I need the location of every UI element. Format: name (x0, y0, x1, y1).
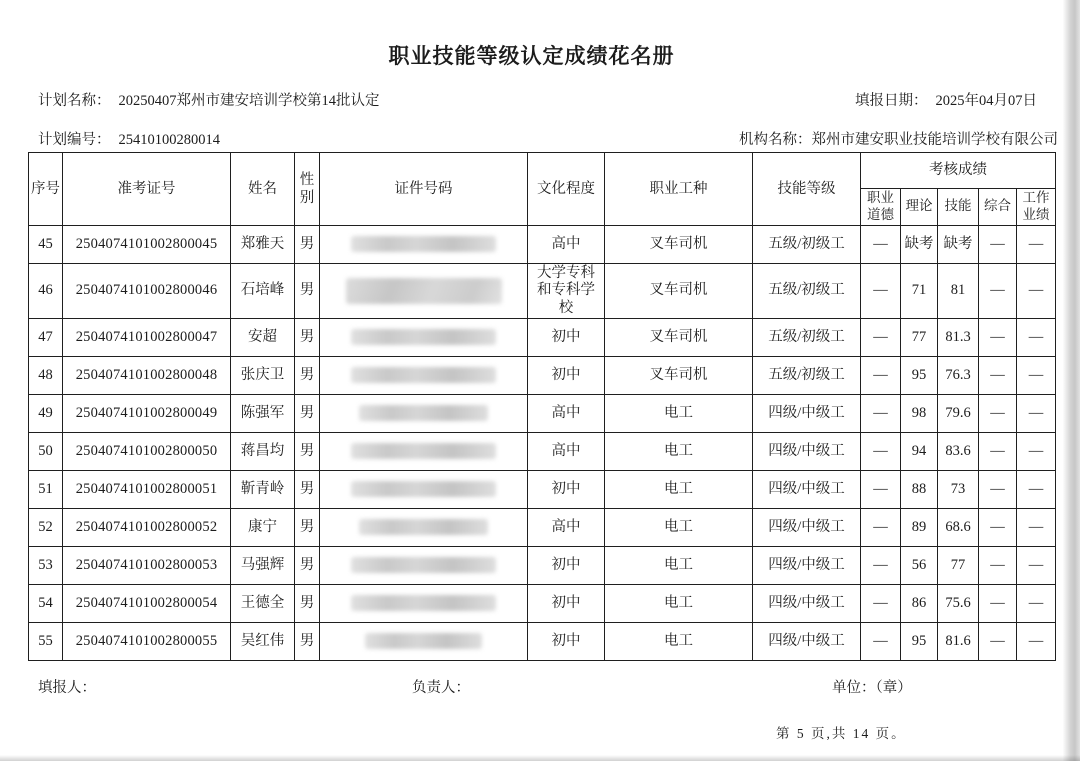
cell-ticket: 2504074101002800046 (63, 263, 231, 318)
cell-occupation: 电工 (605, 432, 753, 470)
cell-work: — (1017, 508, 1056, 546)
cell-theory: 56 (901, 546, 938, 584)
cell-idcard (320, 508, 528, 546)
col-header-work: 工作业绩 (1017, 189, 1056, 226)
redacted-id-blur (351, 481, 495, 497)
cell-theory: 89 (901, 508, 938, 546)
cell-ethics: — (861, 318, 901, 356)
cell-skill: 73 (938, 470, 979, 508)
manager-label: 负责人： (412, 680, 470, 696)
cell-theory: 71 (901, 263, 938, 318)
plan-no-value: 25410100280014 (118, 132, 220, 148)
table-row (29, 584, 1056, 622)
cell-occupation: 电工 (605, 546, 753, 584)
cell-occupation: 电工 (605, 622, 753, 660)
cell-comprehensive: — (979, 432, 1017, 470)
cell-skill: 76.3 (938, 356, 979, 394)
cell-ticket: 2504074101002800051 (63, 470, 231, 508)
table-row (29, 546, 1056, 584)
cell-skill: 77 (938, 546, 979, 584)
cell-level: 五级/初级工 (753, 263, 861, 318)
cell-comprehensive: — (979, 470, 1017, 508)
cell-occupation: 电工 (605, 584, 753, 622)
cell-level: 四级/中级工 (753, 584, 861, 622)
cell-gender: 男 (295, 584, 320, 622)
plan-name-row (38, 89, 380, 110)
cell-theory: 86 (901, 584, 938, 622)
cell-name: 郑雅天 (231, 225, 295, 263)
cell-work: — (1017, 263, 1056, 318)
cell-level: 四级/中级工 (753, 622, 861, 660)
cell-gender: 男 (295, 318, 320, 356)
cell-gender: 男 (295, 263, 320, 318)
col-header-ethics: 职业道德 (861, 189, 901, 226)
cell-ethics: — (861, 263, 901, 318)
redacted-id-blur (351, 367, 495, 383)
table-row (29, 356, 1056, 394)
cell-comprehensive: — (979, 394, 1017, 432)
cell-seq: 47 (29, 318, 63, 356)
cell-work: — (1017, 622, 1056, 660)
cell-ethics: — (861, 432, 901, 470)
plan-no-label: 计划编号： (38, 132, 111, 148)
cell-level: 五级/初级工 (753, 356, 861, 394)
cell-ethics: — (861, 622, 901, 660)
table-row (29, 225, 1056, 263)
cell-seq: 53 (29, 546, 63, 584)
cell-seq: 52 (29, 508, 63, 546)
cell-education: 高中 (528, 225, 605, 263)
cell-occupation: 电工 (605, 470, 753, 508)
cell-gender: 男 (295, 394, 320, 432)
cell-ticket: 2504074101002800047 (63, 318, 231, 356)
cell-name: 马强辉 (231, 546, 295, 584)
cell-education: 初中 (528, 584, 605, 622)
cell-gender: 男 (295, 622, 320, 660)
org-name-value: 郑州市建安职业技能培训学校有限公司 (811, 132, 1058, 148)
page-title: 职业技能等级认定成绩花名册 (388, 44, 675, 68)
cell-work: — (1017, 470, 1056, 508)
cell-work: — (1017, 394, 1056, 432)
col-header-gender: 性别 (295, 153, 320, 226)
cell-ticket: 2504074101002800052 (63, 508, 231, 546)
redacted-id-blur (351, 236, 495, 252)
cell-skill: 81 (938, 263, 979, 318)
redacted-id-blur (351, 557, 495, 573)
cell-occupation: 叉车司机 (605, 263, 753, 318)
cell-name: 靳青岭 (231, 470, 295, 508)
redacted-id-blur (351, 595, 495, 611)
page-number: 第 5 页,共 14 页。 (776, 726, 907, 741)
cell-seq: 50 (29, 432, 63, 470)
filler-label: 填报人： (38, 680, 96, 696)
cell-work: — (1017, 584, 1056, 622)
cell-level: 四级/中级工 (753, 508, 861, 546)
col-header-occupation: 职业工种 (605, 153, 753, 226)
cell-name: 石培峰 (231, 263, 295, 318)
cell-idcard (320, 318, 528, 356)
cell-idcard (320, 584, 528, 622)
table-body (29, 225, 1056, 660)
cell-ethics: — (861, 508, 901, 546)
cell-skill: 81.3 (938, 318, 979, 356)
cell-education: 初中 (528, 318, 605, 356)
col-header-education: 文化程度 (528, 153, 605, 226)
org-name-label: 机构名称： (739, 132, 812, 148)
cell-work: — (1017, 546, 1056, 584)
col-header-seq: 序号 (29, 153, 63, 226)
cell-seq: 46 (29, 263, 63, 318)
cell-education: 初中 (528, 622, 605, 660)
cell-comprehensive: — (979, 356, 1017, 394)
cell-ticket: 2504074101002800055 (63, 622, 231, 660)
cell-theory: 缺考 (901, 225, 938, 263)
cell-ticket: 2504074101002800054 (63, 584, 231, 622)
col-header-level: 技能等级 (753, 153, 861, 226)
table-row (29, 318, 1056, 356)
cell-level: 五级/初级工 (753, 225, 861, 263)
cell-education: 初中 (528, 546, 605, 584)
redacted-id-blur (365, 633, 482, 649)
table-row (29, 263, 1056, 318)
col-header-idcard: 证件号码 (320, 153, 528, 226)
col-header-comprehensive: 综合 (979, 189, 1017, 226)
cell-work: — (1017, 318, 1056, 356)
cell-occupation: 叉车司机 (605, 356, 753, 394)
cell-gender: 男 (295, 546, 320, 584)
cell-level: 五级/初级工 (753, 318, 861, 356)
col-header-name: 姓名 (231, 153, 295, 226)
cell-comprehensive: — (979, 508, 1017, 546)
cell-idcard (320, 263, 528, 318)
cell-skill: 81.6 (938, 622, 979, 660)
cell-theory: 88 (901, 470, 938, 508)
cell-seq: 48 (29, 356, 63, 394)
cell-idcard (320, 225, 528, 263)
cell-idcard (320, 470, 528, 508)
cell-name: 王德全 (231, 584, 295, 622)
cell-gender: 男 (295, 508, 320, 546)
cell-name: 张庆卫 (231, 356, 295, 394)
cell-education: 初中 (528, 470, 605, 508)
cell-ethics: — (861, 470, 901, 508)
cell-work: — (1017, 225, 1056, 263)
cell-skill: 75.6 (938, 584, 979, 622)
cell-gender: 男 (295, 470, 320, 508)
table-row (29, 432, 1056, 470)
cell-comprehensive: — (979, 263, 1017, 318)
cell-idcard (320, 432, 528, 470)
cell-idcard (320, 356, 528, 394)
cell-skill: 68.6 (938, 508, 979, 546)
table-row (29, 508, 1056, 546)
cell-comprehensive: — (979, 318, 1017, 356)
cell-ticket: 2504074101002800045 (63, 225, 231, 263)
cell-seq: 49 (29, 394, 63, 432)
redacted-id-blur (359, 519, 488, 535)
cell-skill: 83.6 (938, 432, 979, 470)
redacted-id-blur (351, 329, 495, 345)
cell-occupation: 电工 (605, 508, 753, 546)
cell-level: 四级/中级工 (753, 546, 861, 584)
report-date-label: 填报日期： (855, 93, 928, 109)
cell-name: 吴红伟 (231, 622, 295, 660)
col-header-theory: 理论 (901, 189, 938, 226)
redacted-id-blur (346, 278, 502, 304)
cell-ethics: — (861, 356, 901, 394)
cell-idcard (320, 622, 528, 660)
cell-ticket: 2504074101002800053 (63, 546, 231, 584)
report-date-value: 2025年04月07日 (935, 93, 1037, 109)
cell-comprehensive: — (979, 584, 1017, 622)
cell-theory: 95 (901, 356, 938, 394)
cell-gender: 男 (295, 225, 320, 263)
col-group-assessment: 考核成绩 (861, 153, 1056, 189)
cell-seq: 45 (29, 225, 63, 263)
page-right-edge (1063, 0, 1080, 761)
cell-level: 四级/中级工 (753, 394, 861, 432)
cell-ticket: 2504074101002800050 (63, 432, 231, 470)
cell-ticket: 2504074101002800048 (63, 356, 231, 394)
cell-seq: 51 (29, 470, 63, 508)
col-header-skill: 技能 (938, 189, 979, 226)
cell-comprehensive: — (979, 546, 1017, 584)
cell-theory: 94 (901, 432, 938, 470)
plan-name-label: 计划名称： (38, 93, 111, 109)
cell-theory: 77 (901, 318, 938, 356)
cell-name: 蒋昌均 (231, 432, 295, 470)
redacted-id-blur (351, 443, 495, 459)
table-row (29, 394, 1056, 432)
redacted-id-blur (359, 405, 488, 421)
plan-no-row (38, 128, 220, 149)
table-row (29, 470, 1056, 508)
cell-idcard (320, 394, 528, 432)
cell-level: 四级/中级工 (753, 470, 861, 508)
cell-comprehensive: — (979, 622, 1017, 660)
cell-level: 四级/中级工 (753, 432, 861, 470)
cell-education: 高中 (528, 394, 605, 432)
cell-name: 陈强军 (231, 394, 295, 432)
cell-theory: 95 (901, 622, 938, 660)
cell-ticket: 2504074101002800049 (63, 394, 231, 432)
cell-skill: 79.6 (938, 394, 979, 432)
report-date-row (855, 89, 1037, 110)
cell-ethics: — (861, 584, 901, 622)
cell-education: 高中 (528, 432, 605, 470)
cell-ethics: — (861, 546, 901, 584)
org-name-row (739, 128, 1058, 149)
cell-education: 初中 (528, 356, 605, 394)
score-roster-table (28, 152, 1056, 661)
cell-education: 大学专科和专科学校 (528, 263, 605, 318)
cell-gender: 男 (295, 432, 320, 470)
cell-seq: 54 (29, 584, 63, 622)
cell-occupation: 电工 (605, 394, 753, 432)
plan-name-value: 20250407郑州市建安培训学校第14批认定 (118, 93, 380, 109)
cell-ethics: — (861, 394, 901, 432)
cell-occupation: 叉车司机 (605, 225, 753, 263)
cell-name: 安超 (231, 318, 295, 356)
cell-education: 高中 (528, 508, 605, 546)
cell-work: — (1017, 432, 1056, 470)
cell-skill: 缺考 (938, 225, 979, 263)
unit-seal-label: 单位：（章） (832, 680, 912, 696)
cell-comprehensive: — (979, 225, 1017, 263)
cell-occupation: 叉车司机 (605, 318, 753, 356)
cell-work: — (1017, 356, 1056, 394)
cell-ethics: — (861, 225, 901, 263)
cell-theory: 98 (901, 394, 938, 432)
table-header (29, 153, 1056, 226)
col-header-ticket: 准考证号 (63, 153, 231, 226)
cell-name: 康宁 (231, 508, 295, 546)
table-row (29, 622, 1056, 660)
cell-seq: 55 (29, 622, 63, 660)
cell-gender: 男 (295, 356, 320, 394)
cell-idcard (320, 546, 528, 584)
page-bottom-edge (0, 755, 1080, 761)
